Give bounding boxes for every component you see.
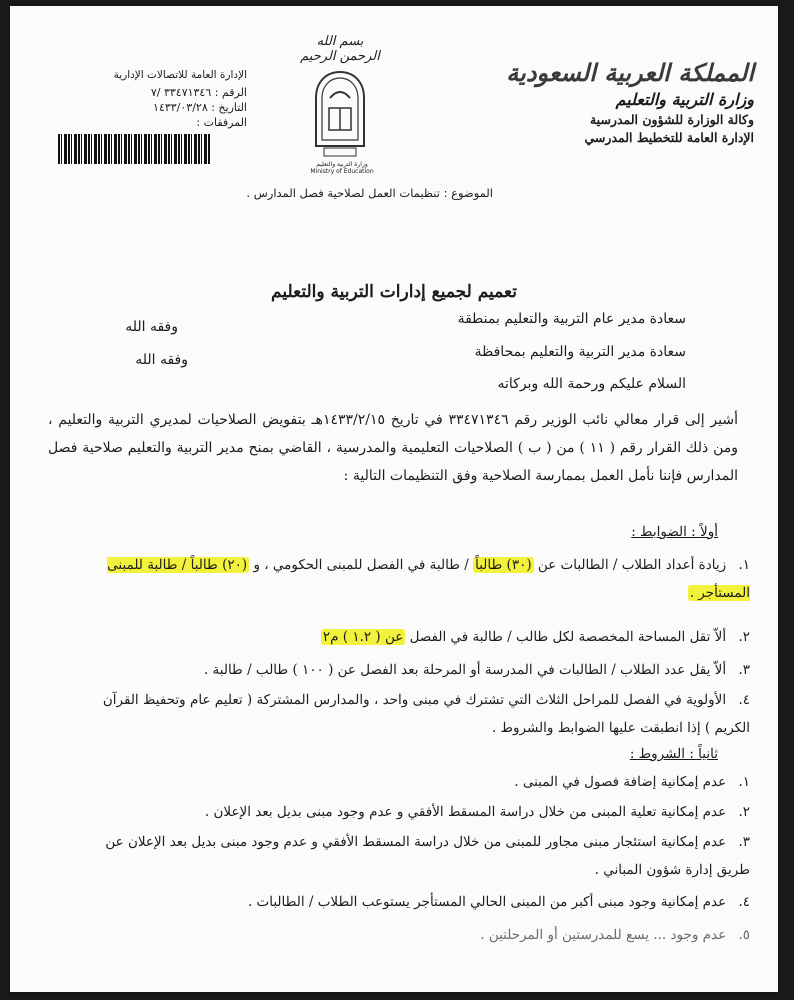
letter-title: تعميم لجميع إدارات التربية والتعليم <box>271 282 517 302</box>
deputy-ministry: وكالة الوزارة للشؤون المدرسية <box>589 112 754 127</box>
highlight: (٢٠) طالباً / طالبة للمبنى المستأجر . <box>107 557 750 601</box>
general-administration: الإدارة العامة للتخطيط المدرسي <box>584 130 754 145</box>
ministry-emblem-icon <box>310 68 370 160</box>
list-item: ٤. عدم إمكانية وجود مبنى أكبر من المبنى الحالي المستأجر يستوعب الطلاب / الطالبات . <box>247 894 750 910</box>
barcode-icon <box>58 134 210 164</box>
section-1-heading: أولاً : الضوابط : <box>631 524 718 540</box>
list-item: ٤. الأولوية في الفصل للمراحل الثلاث التي تشترك في مبنى واحد ، والمدارس المشتركة ( تعليم عام وتحفيظ القرآن الكريم ) إذا انطبقت عليها الضوابط والشروط . <box>102 692 750 736</box>
emblem-caption: وزارة التربية والتعليم Ministry of Education <box>310 161 374 175</box>
bismillah: بسم الله الرحمن الرحيم <box>300 34 380 64</box>
letter-body: أشير إلى قرار معالي نائب الوزير رقم ٣٣٤٧١٣٤٦ في تاريخ ١٤٣٣/٢/١٥هـ بتفويض الصلاحيات لمديري التربية والتعليم ، ومن ذلك القرار رقم ( ١١ ) من ( ب ) الصلاحيات التعليمية والمدرسية ، القاضي بمنح مدير التربية والتعليم صلاحية فصل المدارس فإننا نأمل العمل بممارسة الصلاحية وفق التنظيمات التالية : <box>48 412 738 484</box>
attachments-label: المرفقات : <box>196 116 247 129</box>
department-name: الإدارة العامة للاتصالات الإدارية <box>113 69 247 81</box>
letter-date: التاريخ : ١٤٣٣/٠٣/٢٨ <box>153 101 247 114</box>
list-item: ١. زيادة أعداد الطلاب / الطالبات عن (٣٠) طالباً / طالبة في الفصل للمبنى الحكومي ، و (٢٠) طالباً / طالبة للمبنى المستأجر . <box>107 557 750 601</box>
addressee-2: سعادة مدير التربية والتعليم بمحافظة <box>474 344 686 360</box>
highlight: (٣٠) طالباً <box>475 557 532 573</box>
letterhead-right <box>454 58 754 145</box>
list-item: ٢. ألاّ تقل المساحة المخصصة لكل طالب / طالبة في الفصل عن ( ١.٢ ) م٢ <box>322 629 750 645</box>
addressee-2-blessing: وفقه الله <box>135 352 188 368</box>
letterhead-left <box>42 68 247 130</box>
addressee-1-blessing: وفقه الله <box>125 319 178 335</box>
list-item: ٣. عدم إمكانية استئجار مبنى مجاور للمبنى من خلال دراسة المسقط الأفقي و عدم وجود مبنى بديل بعد الإعلان عن طريق إدارة شؤون المباني . <box>105 834 750 878</box>
reference-number: الرقم : ٣٣٤٧١٣٤٦ /٧ <box>150 86 247 99</box>
list-item: ٥. عدم وجود ... يسع للمدرستين أو المرحلتين . <box>480 927 750 943</box>
list-item: ١. عدم إمكانية إضافة فصول في المبنى . <box>514 774 750 790</box>
kingdom-name: المملكة العربية السعودية <box>506 58 754 87</box>
ministry-name: وزارة التربية والتعليم <box>615 90 754 109</box>
greeting: السلام عليكم ورحمة الله وبركاته <box>497 376 686 392</box>
list-item: ٢. عدم إمكانية تعلية المبنى من خلال دراسة المسقط الأفقي و عدم وجود مبنى بديل بعد الإعلان . <box>204 804 750 820</box>
letter-page <box>10 6 778 992</box>
addressee-1: سعادة مدير عام التربية والتعليم بمنطقة <box>457 311 686 327</box>
section-2-heading: ثانياً : الشروط : <box>629 746 718 762</box>
subject-line: الموضوع : تنظيمات العمل لصلاحية فصل المدارس . <box>246 186 493 200</box>
highlight: عن ( ١.٢ ) م٢ <box>322 629 404 645</box>
list-item: ٣. ألاّ يقل عدد الطلاب / الطالبات في المدرسة أو المرحلة بعد الفصل عن ( ١٠٠ ) طالب / طالبة . <box>203 662 750 678</box>
